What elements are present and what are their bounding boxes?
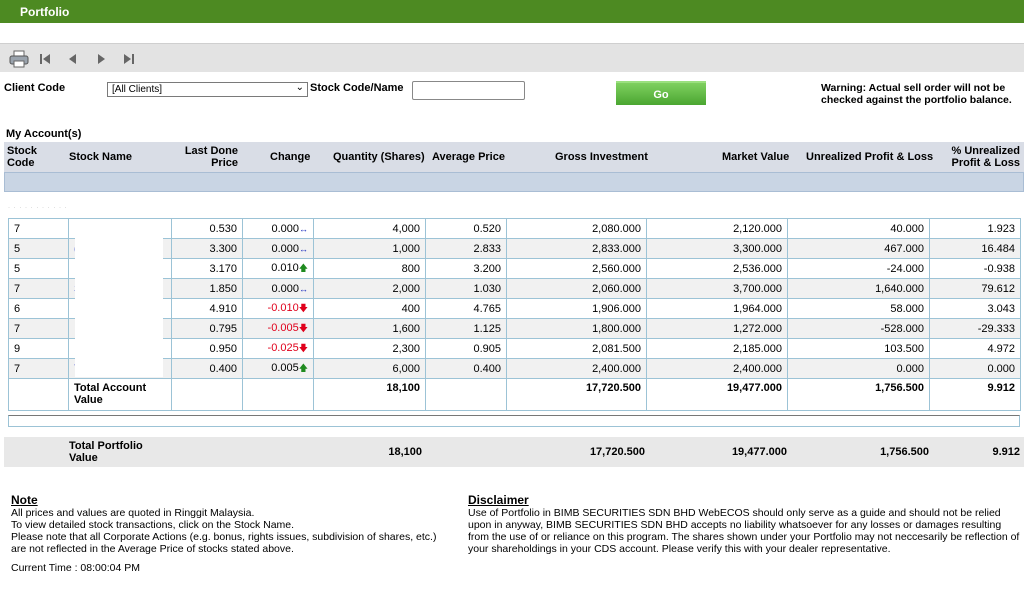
change-value: -0.005 (267, 321, 299, 334)
change-cell (243, 299, 314, 319)
change-value: 0.005 (271, 361, 299, 374)
unrealized-pct-cell: 1.923 (930, 219, 1021, 239)
disclaimer-title: Disclaimer (468, 493, 529, 507)
market-value-cell: 2,120.000 (647, 219, 788, 239)
last-done-cell: 0.795 (172, 319, 243, 339)
note-line: To view detailed stock transactions, click on the Stock Name. (11, 519, 295, 531)
unrealized-pl-cell: -528.000 (788, 319, 930, 339)
unrealized-pct-cell: 0.000 (930, 359, 1021, 379)
col-quantity: Quantity (Shares) (333, 151, 425, 163)
quantity-cell: 400 (314, 299, 426, 319)
col-stock-code: Stock Code (7, 145, 37, 169)
change-value: 0.000 (271, 242, 299, 255)
quantity-cell: 6,000 (314, 359, 426, 379)
last-done-cell: 3.170 (172, 259, 243, 279)
average-price-cell: 1.030 (426, 279, 507, 299)
col-change: Change (270, 151, 311, 163)
unrealized-pl-cell: 58.000 (788, 299, 930, 319)
unrealized-pct-cell: 4.972 (930, 339, 1021, 359)
printer-icon[interactable] (8, 50, 30, 68)
gross-investment-cell: 2,081.500 (507, 339, 647, 359)
note-line: Please note that all Corporate Actions (e.g. bonus, rights issues, subdivision of shares, etc.) are not reflected in the Average Price of stocks stated above. (11, 531, 437, 555)
stock-code-cell: 7 (9, 359, 69, 379)
stock-code-input[interactable] (412, 81, 525, 100)
change-value: 0.000 (271, 222, 299, 235)
quantity-cell: 4,000 (314, 219, 426, 239)
note-section (11, 494, 451, 555)
col-unrealized-pl: Unrealized Profit & Loss (806, 151, 934, 163)
next-page-icon[interactable] (92, 50, 110, 68)
page-title: Portfolio (20, 5, 70, 19)
unrealized-pct-cell: 3.043 (930, 299, 1021, 319)
change-cell (243, 239, 314, 259)
last-done-cell: 0.950 (172, 339, 243, 359)
search-form (0, 80, 1024, 110)
quantity-cell: 2,000 (314, 279, 426, 299)
stock-code-cell: 7 (9, 279, 69, 299)
last-done-cell: 0.530 (172, 219, 243, 239)
stock-code-label: Stock Code/Name (310, 82, 404, 94)
note-title: Note (11, 493, 38, 507)
first-page-icon[interactable] (36, 50, 54, 68)
market-value-cell: 2,400.000 (647, 359, 788, 379)
stock-code-cell: 7 (9, 219, 69, 239)
account-total-upl: 1,756.500 (788, 379, 930, 411)
unrealized-pct-cell: -0.938 (930, 259, 1021, 279)
change-cell (243, 259, 314, 279)
change-value: -0.025 (267, 341, 299, 354)
stock-code-cell: 9 (9, 339, 69, 359)
gross-investment-cell: 1,906.000 (507, 299, 647, 319)
account-total-qty: 18,100 (314, 379, 426, 411)
gross-investment-cell: 2,060.000 (507, 279, 647, 299)
client-code-label: Client Code (4, 82, 66, 94)
page-title-bar (0, 0, 1024, 23)
portfolio-total-row (4, 437, 1024, 467)
go-button[interactable]: Go (616, 81, 706, 105)
previous-page-icon[interactable] (64, 50, 82, 68)
table-header (4, 142, 1024, 172)
quantity-cell: 2,300 (314, 339, 426, 359)
change-cell (243, 219, 314, 239)
arrow-down-icon: 🡇 (298, 322, 308, 333)
market-value-cell: 1,964.000 (647, 299, 788, 319)
disclaimer-text: Use of Portfolio in BIMB SECURITIES SDN BHD WebECOS should only serve as a guide and should not be relied upon in anyway, BIMB SECURITIES SDN BHD accepts no liability whatsoever for any losses or damages resulting from the use of or reliance on this program. The shares shown under your Portfolio may not neccesarily be reflection of your shareholdings in your CDS account. Please verify this with your dealer representative. (468, 507, 1020, 555)
unrealized-pl-cell: 467.000 (788, 239, 930, 259)
arrow-left-right-icon: ↔ (299, 283, 308, 294)
gross-investment-cell: 2,560.000 (507, 259, 647, 279)
unrealized-pl-cell: 103.500 (788, 339, 930, 359)
col-average-price: Average Price (432, 151, 505, 163)
portfolio-total-upl: 1,756.500 (880, 446, 929, 458)
col-gross-investment: Gross Investment (555, 151, 648, 163)
unrealized-pl-cell: 1,640.000 (788, 279, 930, 299)
average-price-cell: 3.200 (426, 259, 507, 279)
change-cell (243, 359, 314, 379)
stock-code-cell: 5 (9, 239, 69, 259)
col-unrealized-pct: % Unrealized Profit & Loss (951, 145, 1020, 169)
stock-code-cell: 5 (9, 259, 69, 279)
account-total-gross: 17,720.500 (507, 379, 647, 411)
arrow-up-icon: 🡅 (298, 262, 308, 273)
stock-code-cell: 7 (9, 319, 69, 339)
last-done-cell: 1.850 (172, 279, 243, 299)
change-value: 0.000 (271, 282, 299, 295)
quantity-cell: 800 (314, 259, 426, 279)
unrealized-pct-cell: -29.333 (930, 319, 1021, 339)
arrow-left-right-icon: ↔ (299, 243, 308, 254)
accounts-title: My Account(s) (6, 128, 82, 140)
gross-investment-cell: 2,833.000 (507, 239, 647, 259)
account-total-market: 19,477.000 (647, 379, 788, 411)
gross-investment-cell: 2,080.000 (507, 219, 647, 239)
last-page-icon[interactable] (120, 50, 138, 68)
redacted-account-label: · · · · · · · · · · · (8, 205, 68, 211)
account-total-pct: 9.912 (930, 379, 1021, 411)
change-cell (243, 279, 314, 299)
redacted-names (75, 219, 163, 377)
change-value: -0.010 (267, 301, 299, 314)
average-price-cell: 4.765 (426, 299, 507, 319)
portfolio-total-label: Total Portfolio Value (69, 440, 143, 464)
account-header-band (4, 172, 1024, 192)
portfolio-total-market: 19,477.000 (731, 446, 787, 458)
quantity-cell: 1,600 (314, 319, 426, 339)
average-price-cell: 0.400 (426, 359, 507, 379)
stock-code-cell: 6 (9, 299, 69, 319)
arrow-down-icon: 🡇 (298, 342, 308, 353)
toolbar (0, 43, 1024, 72)
arrow-up-icon: 🡅 (298, 362, 308, 373)
portfolio-total-qty: 18,100 (388, 446, 422, 458)
sell-warning: Warning: Actual sell order will not be checked against the portfolio balance. (821, 82, 1012, 106)
average-price-cell: 0.905 (426, 339, 507, 359)
arrow-left-right-icon: ↔ (299, 223, 308, 234)
current-time: Current Time : 08:00:04 PM (11, 562, 140, 574)
last-done-cell: 4.910 (172, 299, 243, 319)
unrealized-pl-cell: 40.000 (788, 219, 930, 239)
quantity-cell: 1,000 (314, 239, 426, 259)
market-value-cell: 3,700.000 (647, 279, 788, 299)
unrealized-pct-cell: 79.612 (930, 279, 1021, 299)
market-value-cell: 1,272.000 (647, 319, 788, 339)
arrow-down-icon: 🡇 (298, 302, 308, 313)
col-stock-name: Stock Name (69, 151, 132, 163)
market-value-cell: 3,300.000 (647, 239, 788, 259)
average-price-cell: 2.833 (426, 239, 507, 259)
unrealized-pct-cell: 16.484 (930, 239, 1021, 259)
account-total-label: Total Account Value (69, 379, 172, 411)
col-market-value: Market Value (722, 151, 790, 163)
gross-investment-cell: 2,400.000 (507, 359, 647, 379)
market-value-cell: 2,536.000 (647, 259, 788, 279)
client-code-select[interactable] (107, 82, 308, 97)
portfolio-total-gross: 17,720.500 (589, 446, 645, 458)
account-total-row (9, 379, 1021, 411)
market-value-cell: 2,185.000 (647, 339, 788, 359)
note-line: All prices and values are quoted in Ringgit Malaysia. (11, 507, 255, 519)
change-cell (243, 339, 314, 359)
last-done-cell: 0.400 (172, 359, 243, 379)
change-cell (243, 319, 314, 339)
portfolio-total-pct: 9.912 (992, 446, 1020, 458)
chevron-down-icon: ⌄ (295, 82, 304, 93)
change-value: 0.010 (271, 261, 299, 274)
col-last-done: Last Done Price (184, 145, 238, 169)
average-price-cell: 1.125 (426, 319, 507, 339)
unrealized-pl-cell: -24.000 (788, 259, 930, 279)
last-done-cell: 3.300 (172, 239, 243, 259)
client-select-value: [All Clients] (112, 84, 163, 95)
gross-investment-cell: 1,800.000 (507, 319, 647, 339)
disclaimer-section (468, 494, 1020, 555)
average-price-cell: 0.520 (426, 219, 507, 239)
table-scrollbar[interactable] (8, 415, 1020, 427)
unrealized-pl-cell: 0.000 (788, 359, 930, 379)
